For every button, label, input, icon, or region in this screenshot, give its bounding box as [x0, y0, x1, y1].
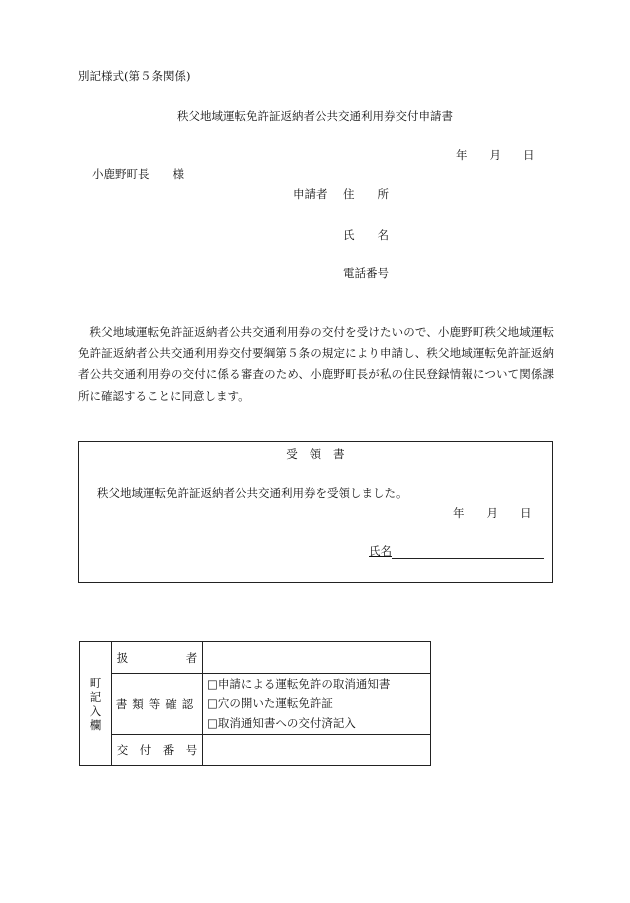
- receipt-date-month: 月: [486, 506, 498, 520]
- office-label-char: 入: [89, 703, 102, 718]
- date-month: 月: [489, 148, 501, 162]
- receipt-signature: [369, 543, 544, 559]
- name-label: 氏 名: [343, 228, 389, 242]
- consent-paragraph: 秩父地域運転免許証返納者公共交通利用券の交付を受けたいので、小鹿野町秩父地域運転免許証返納者公共交通利用券交付要綱第５条の規定により申請し、秩父地域運転免許証返納者公共交通利用券の交付に係る審査のため、小鹿野町長が私の住民登録情報について関係課所に確認することに同意します。: [78, 325, 554, 403]
- office-section-label: [80, 642, 112, 766]
- address-label: 住 所: [343, 187, 389, 201]
- form-label: 別記様式(第５条関係): [78, 69, 191, 83]
- doc-check-options: [203, 674, 431, 735]
- handler-label: 扱 者: [112, 642, 203, 674]
- office-label-char: 記: [89, 689, 102, 704]
- signature-line[interactable]: [392, 544, 544, 559]
- office-use-table: [79, 641, 431, 766]
- issue-number-label: 交 付 番 号: [112, 735, 203, 766]
- document-title: 秩父地域運転免許証返納者公共交通利用券交付申請書: [177, 109, 453, 123]
- check-punched-license[interactable]: □穴の開いた運転免許証: [207, 696, 333, 711]
- receipt-box: [78, 441, 553, 583]
- handler-field[interactable]: [203, 642, 431, 674]
- check-issuance-note[interactable]: □取消通知書への交付済記入: [207, 715, 356, 730]
- receipt-name-label: 氏名: [369, 544, 392, 558]
- receipt-text: 秩父地域運転免許証返納者公共交通利用券を受領しました。: [97, 486, 408, 500]
- office-label-char: 町: [89, 675, 102, 690]
- issue-number-field[interactable]: [203, 735, 431, 766]
- phone-label: 電話番号: [343, 266, 389, 280]
- receipt-date-year: 年: [453, 506, 465, 520]
- doc-check-label: 書類等確認: [112, 674, 203, 735]
- date-day: 日: [523, 148, 535, 162]
- receipt-title: 受 領 書: [286, 447, 345, 461]
- application-date: [456, 147, 535, 163]
- receipt-date: [453, 505, 532, 521]
- check-revocation-notice[interactable]: □申請による運転免許の取消通知書: [207, 676, 391, 691]
- applicant-label: 申請者: [293, 187, 328, 201]
- date-year: 年: [456, 148, 468, 162]
- office-label-char: 欄: [89, 717, 102, 732]
- receipt-date-day: 日: [520, 506, 532, 520]
- addressee: 小鹿野町長 様: [92, 167, 184, 181]
